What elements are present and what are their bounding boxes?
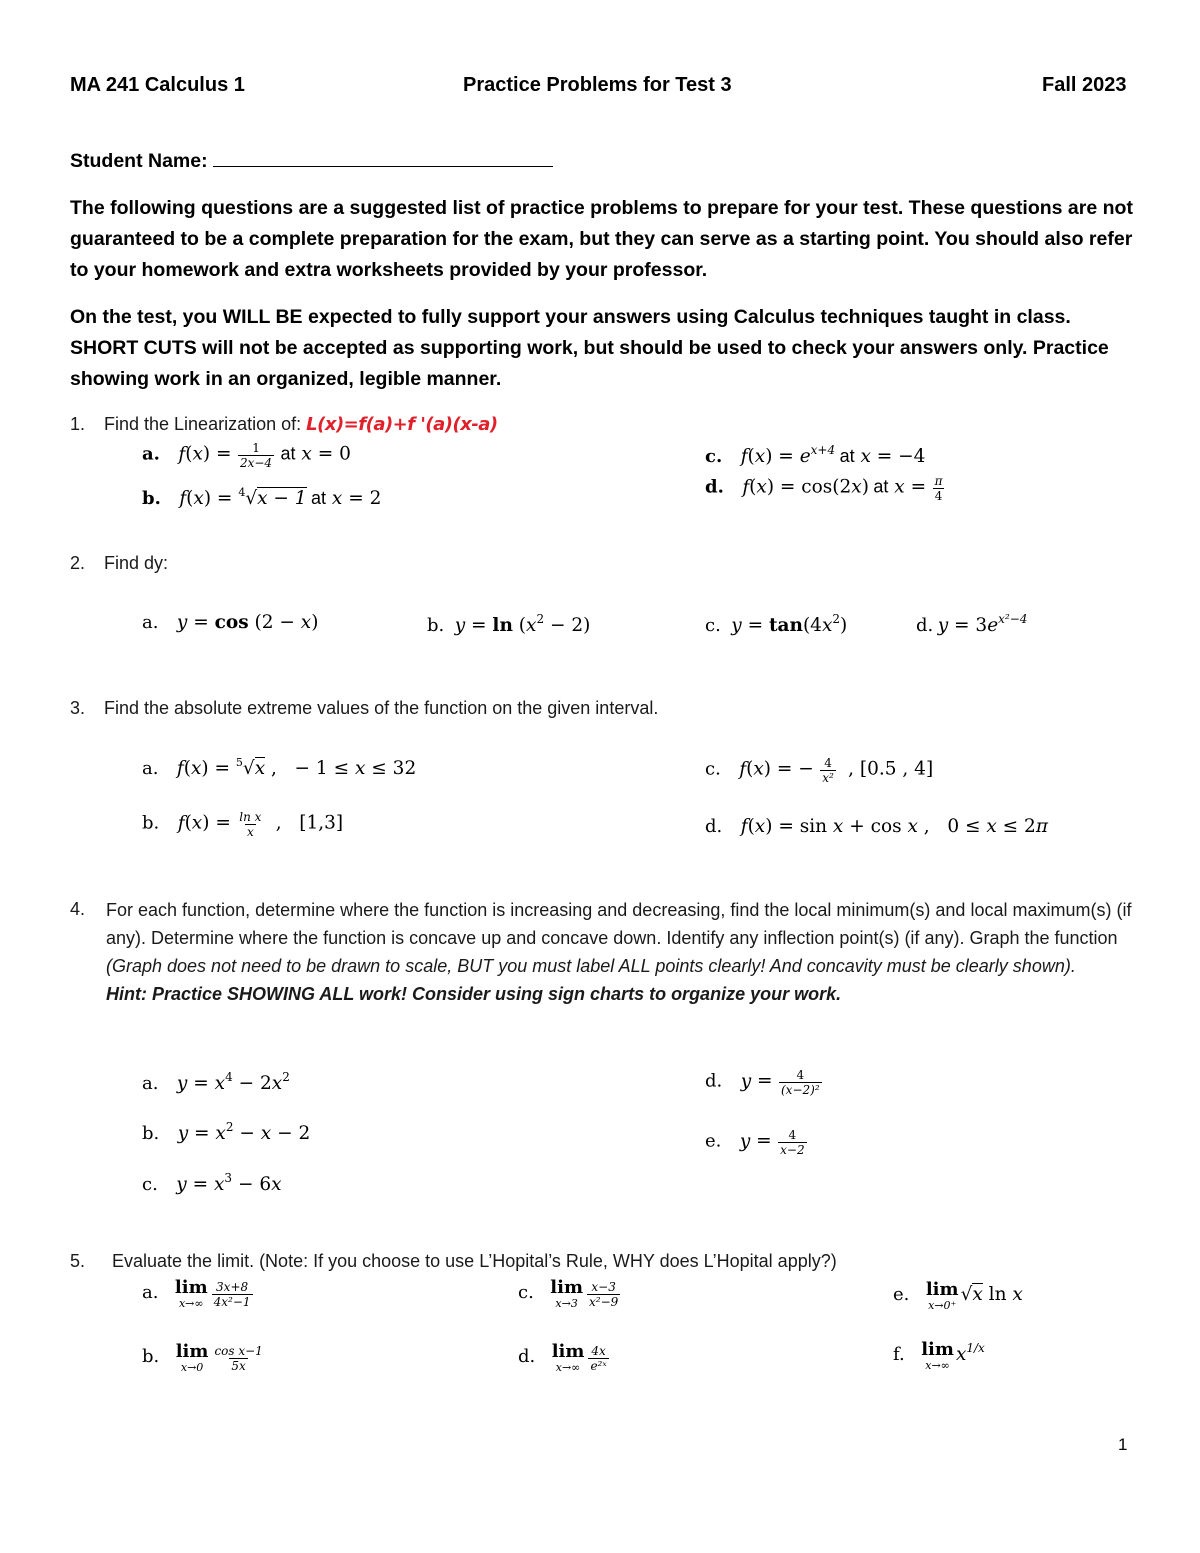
- part-label: e.: [705, 1130, 722, 1152]
- part-label: c.: [142, 1174, 158, 1195]
- part-label: d.: [916, 615, 934, 636]
- part-label: c.: [518, 1282, 534, 1304]
- question-text-italic: (Graph does not need to be drawn to scale, BUT you must label ALL points clearly! And concavity must be clearly shown).: [106, 956, 1076, 976]
- q4-part-d: d. y = $\frac{4}{\text{(x−2)²}}$: [705, 1068, 820, 1097]
- question-4-number: 4.: [70, 899, 86, 919]
- part-label: c.: [705, 446, 723, 467]
- question-number: 2.: [70, 553, 86, 573]
- question-text: Evaluate the limit. (Note: If you choose to use L’Hopital’s Rule, WHY does L’Hopital apply?): [112, 1251, 837, 1271]
- part-label: a.: [142, 1073, 159, 1094]
- question-text: Find dy:: [104, 553, 169, 573]
- part-label: c.: [705, 758, 721, 780]
- q2-part-d: d. $y = 3e^{x^2-4}$: [916, 612, 1028, 636]
- part-label: b.: [142, 812, 160, 834]
- student-name-row: [70, 148, 553, 173]
- part-label: b.: [142, 488, 161, 509]
- q3-part-b: b. f(x) = $\frac{\text{ln x}}{x}$ , [1,3]: [142, 810, 344, 839]
- student-name-label: Student Name:: [70, 150, 208, 172]
- q5-part-a: a. lim x→∞ $\frac{3x+8}{\text{4x²−1}}$: [142, 1277, 251, 1310]
- page-number: 1: [1118, 1435, 1128, 1454]
- part-label: d.: [705, 476, 724, 498]
- part-label: d.: [705, 816, 723, 837]
- handwritten-linearization-formula: L(x)=f(a)+f '(a)(x-a): [306, 414, 498, 435]
- q5-part-b: b. lim x→0 $\frac{\text{cos x−1}}{5x}$: [142, 1341, 263, 1374]
- q3-part-a: a. f(x) = $^5$√x , − 1 ≤ x ≤ 32: [142, 756, 417, 779]
- question-2: [70, 553, 168, 574]
- part-label: e.: [893, 1284, 910, 1306]
- part-label: a.: [142, 1282, 159, 1304]
- question-4-text: [106, 896, 1146, 1008]
- part-label: a.: [142, 443, 160, 465]
- q1-part-c: c. $f(x) = e^{x+4}$ at x = −4: [705, 443, 926, 467]
- course-title: MA 241 Calculus 1: [70, 74, 245, 96]
- q4-part-c: c. $y = x^3 - 6x$: [142, 1171, 282, 1195]
- part-label: d.: [518, 1346, 536, 1368]
- part-label: b.: [427, 615, 445, 636]
- question-number: 3.: [70, 698, 86, 718]
- question-text: Find the absolute extreme values of the function on the given interval.: [104, 698, 659, 718]
- q3-part-c: c. f(x) = − $\frac{4}{\text{x²}}$ , [0.5 , 4]: [705, 756, 934, 785]
- question-text: Find the Linearization of:: [104, 414, 302, 434]
- part-label: f.: [893, 1344, 905, 1366]
- intro-paragraph-2: On the test, you WILL BE expected to fully support your answers using Calculus techniques taught in class. SHORT CUTS will not be accepted as supporting work, but should be used to check your answers only. Practice showing work in an organized, legible manner.: [70, 306, 1109, 390]
- term-label: Fall 2023: [1042, 74, 1127, 96]
- q1-part-b: b. f(x) = $^4$√x − 1 at x = 2: [142, 486, 382, 509]
- document-title: Practice Problems for Test 3: [463, 74, 732, 96]
- q4-part-a: a. $y = x^4 - 2x^2$: [142, 1070, 290, 1094]
- q4-part-e: e. y = $\frac{4}{x-2}$: [705, 1128, 805, 1157]
- q2-part-a: a. y = cos (2 − x): [142, 612, 319, 633]
- question-text: For each function, determine where the function is increasing and decreasing, find the local minimum(s) and local maximum(s) (if any). Determine where the function is concave up and concave down. Identify any inflection point(s) (if any). Graph the function: [106, 900, 1132, 948]
- q1-part-d: d. f(x) = cos(2x) at x = $\frac{\pi}{4}$: [705, 474, 943, 503]
- question-5: [70, 1251, 837, 1272]
- q5-part-e: e. lim x→0⁺ √x ln x: [893, 1279, 1023, 1312]
- part-label: a.: [142, 612, 159, 633]
- q1-part-a: a. f(x) = $\frac{1}{2x-4}$ at x = 0: [142, 441, 351, 470]
- part-label: c.: [705, 615, 721, 636]
- part-label: b.: [142, 1346, 160, 1368]
- part-label: d.: [705, 1070, 723, 1092]
- q5-part-f: f. lim x→∞ $x^{1/x}$: [893, 1339, 985, 1372]
- q3-part-d: d. f(x) = sin x + cos x , 0 ≤ x ≤ 2π: [705, 816, 1049, 837]
- q2-part-c: c. $y = \tan(4x^2)$: [705, 612, 848, 636]
- question-3: [70, 698, 658, 719]
- q4-part-b: b. $y = x^2 - x - 2$: [142, 1120, 311, 1144]
- part-label: a.: [142, 758, 159, 779]
- part-label: b.: [142, 1123, 160, 1144]
- q5-part-c: c. lim x→3 $\frac{x-3}{\text{x²−9}}$: [518, 1277, 619, 1310]
- question-number: 5.: [70, 1251, 86, 1271]
- student-name-blank[interactable]: [213, 148, 553, 167]
- question-number: 1.: [70, 414, 86, 434]
- intro-paragraph-1: The following questions are a suggested list of practice problems to prepare for your test. These questions are not guaranteed to be a complete preparation for the exam, but they can serve as a starting point. You should also refer to your homework and extra worksheets provided by your professor.: [70, 197, 1133, 281]
- question-hint: Hint: Practice SHOWING ALL work! Consider using sign charts to organize your work.: [106, 984, 842, 1004]
- question-1: [70, 414, 498, 435]
- q2-part-b: b. $y = \ln (x^2 - 2)$: [427, 612, 591, 636]
- q5-part-d: d. lim x→∞ $\frac{4x}{\text{e²ˣ}}$: [518, 1341, 607, 1374]
